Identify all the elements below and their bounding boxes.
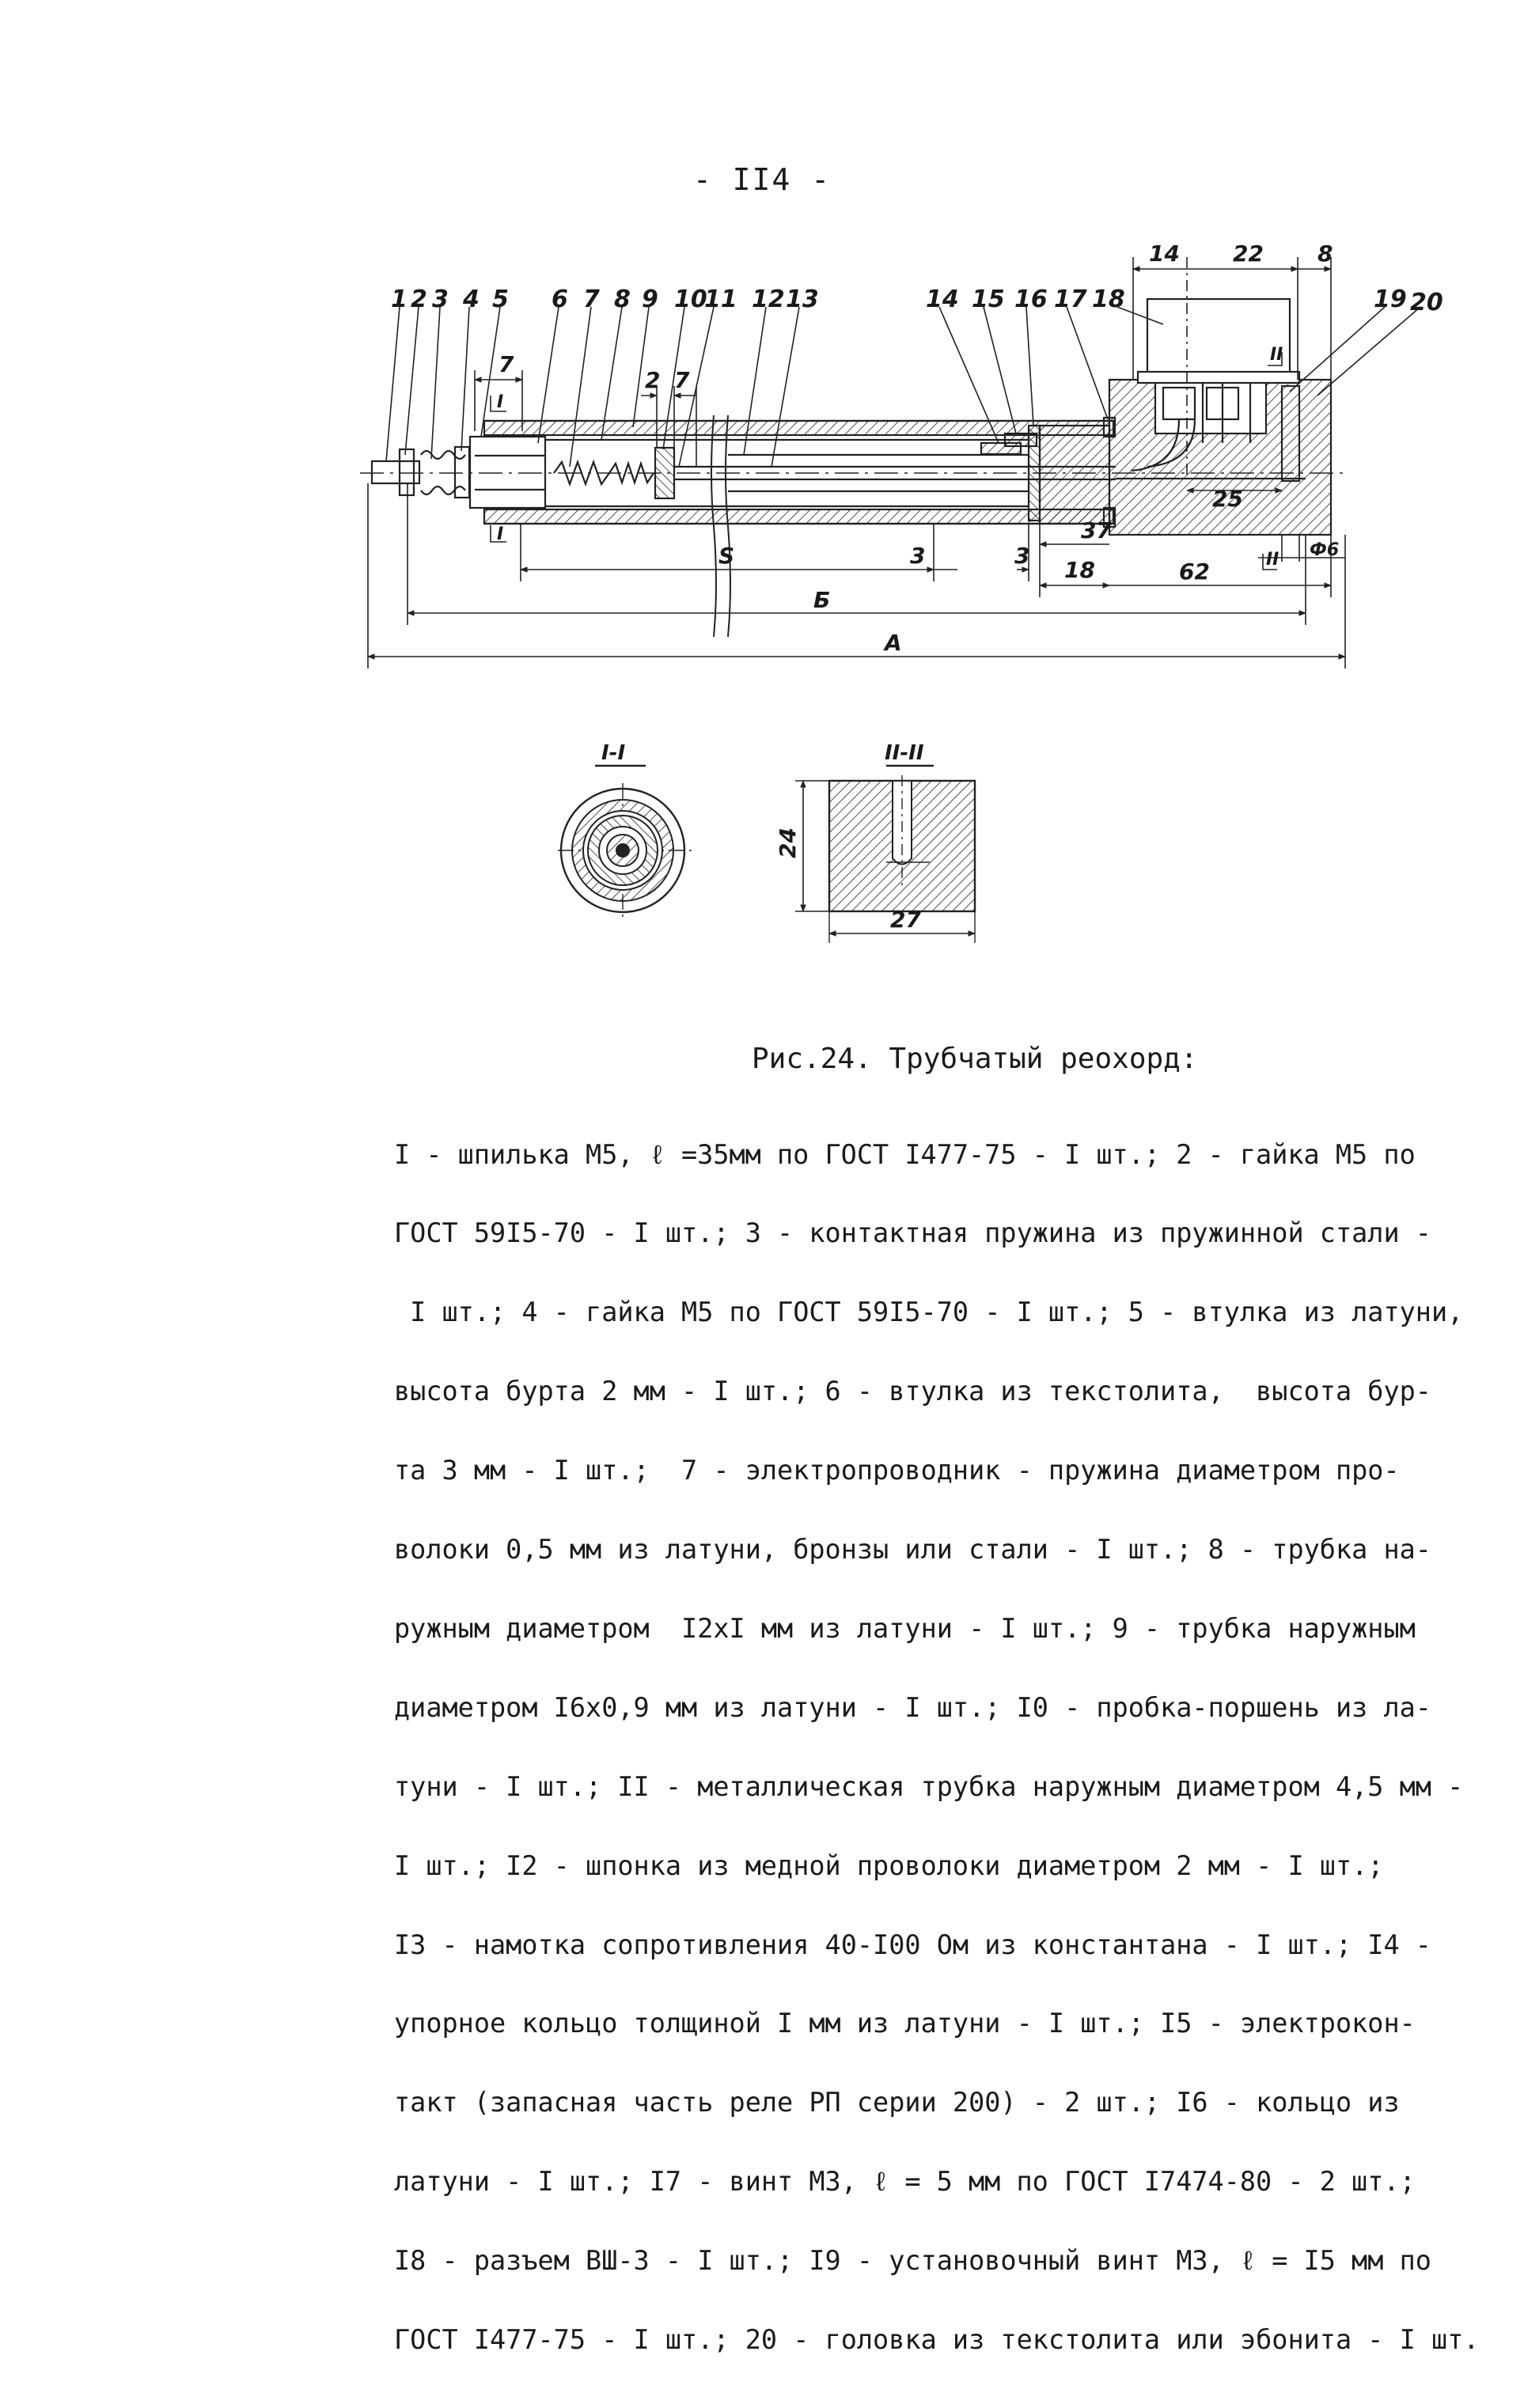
section-II-title: II-II bbox=[885, 741, 924, 765]
dim-B: Б bbox=[813, 587, 831, 613]
legend-line: диаметром I6x0,9 мм из латуни - I шт.; I0 - пробка-поршень из ла- bbox=[394, 1691, 1431, 1723]
legend-line: ГОСТ I477-75 - I шт.; 20 - головка из текстолита или эбонита - I шт. bbox=[394, 2323, 1480, 2355]
dim-7-left: 7 bbox=[499, 351, 514, 377]
parts-legend bbox=[394, 1089, 1480, 2406]
legend-line: высота бурта 2 мм - I шт.; 6 - втулка из текстолита, высота бур- bbox=[394, 1376, 1431, 1407]
part-label-15: 15 bbox=[972, 286, 1005, 313]
figure-caption: Рис.24. Трубчатый реохорд: bbox=[752, 1043, 1198, 1075]
legend-line: латуни - I шт.; I7 - винт М3, ℓ = 5 мм по ГОСТ I7474-80 - 2 шт.; bbox=[394, 2166, 1416, 2198]
technical-drawing bbox=[0, 0, 1524, 1028]
section-mark-I-top: I bbox=[497, 392, 504, 412]
part-label-19: 19 bbox=[1374, 286, 1407, 313]
part-label-7: 7 bbox=[583, 286, 600, 313]
legend-line: I шт.; I2 - шпонка из медной проволоки диаметром 2 мм - I шт.; bbox=[394, 1850, 1384, 1881]
legend-line: волоки 0,5 мм из латуни, бронзы или стали - I шт.; 8 - трубка на- bbox=[394, 1534, 1431, 1566]
section-mark-II-top: II bbox=[1270, 345, 1283, 365]
legend-line: туни - I шт.; II - металлическая трубка наружным диаметром 4,5 мм - bbox=[394, 1770, 1464, 1802]
legend-line: ГОСТ 59I5-70 - I шт.; 3 - контактная пружина из пружинной стали - bbox=[394, 1217, 1431, 1249]
part-label-11: 11 bbox=[704, 286, 737, 313]
part-label-9: 9 bbox=[642, 286, 658, 313]
dim-27: 27 bbox=[890, 907, 921, 933]
part-label-16: 16 bbox=[1014, 286, 1048, 313]
dim-8: 8 bbox=[1317, 240, 1333, 267]
main-assembly-view bbox=[360, 299, 1345, 637]
dim-37: 37 bbox=[1081, 517, 1112, 543]
part-label-20: 20 bbox=[1410, 289, 1443, 316]
legend-line: та 3 мм - I шт.; 7 - электропроводник - пружина диаметром про- bbox=[394, 1455, 1400, 1486]
part-label-18: 18 bbox=[1092, 286, 1125, 313]
dim-3b: 3 bbox=[1014, 543, 1030, 569]
section-I-view bbox=[558, 741, 696, 918]
part-label-12: 12 bbox=[752, 286, 785, 313]
dim-62: 62 bbox=[1179, 558, 1210, 585]
dim-14: 14 bbox=[1149, 240, 1180, 267]
dim-22: 22 bbox=[1233, 240, 1264, 267]
dim-2: 2 bbox=[645, 367, 661, 393]
part-label-4: 4 bbox=[463, 286, 480, 313]
dim-3a: 3 bbox=[910, 543, 926, 569]
legend-line: ружным диаметром I2xI мм из латуни - I шт.; 9 - трубка наружным bbox=[394, 1612, 1416, 1644]
section-mark-II-bottom: II bbox=[1266, 550, 1279, 570]
legend-line: I шт.; 4 - гайка М5 по ГОСТ 59I5-70 - I шт.; 5 - втулка из латуни, bbox=[394, 1297, 1464, 1328]
legend-line: I - шпилька М5, ℓ =35мм по ГОСТ I477-75 - I шт.; 2 - гайка М5 по bbox=[394, 1138, 1416, 1170]
part-label-17: 17 bbox=[1054, 286, 1087, 313]
section-II-view bbox=[775, 741, 975, 943]
dim-phi6: Ф6 bbox=[1310, 540, 1340, 560]
page-number: - II4 - bbox=[692, 162, 832, 197]
legend-line: упорное кольцо толщиной I мм из латуни - I шт.; I5 - электрокон- bbox=[394, 2008, 1416, 2039]
legend-line: такт (запасная часть реле РП серии 200) - 2 шт.; I6 - кольцо из bbox=[394, 2087, 1400, 2118]
dim-24: 24 bbox=[775, 827, 801, 858]
part-label-2: 2 bbox=[411, 286, 427, 313]
dim-18: 18 bbox=[1064, 557, 1095, 583]
section-mark-I-bottom: I bbox=[497, 524, 504, 544]
legend-line: I3 - намотка сопротивления 40-I00 Ом из константана - I шт.; I4 - bbox=[394, 1929, 1431, 1960]
part-label-3: 3 bbox=[432, 286, 449, 313]
dim-25: 25 bbox=[1212, 486, 1243, 512]
dim-S: S bbox=[718, 543, 735, 569]
part-label-8: 8 bbox=[614, 286, 631, 313]
legend-line: I8 - разъем ВШ-3 - I шт.; I9 - установочный винт М3, ℓ = I5 мм по bbox=[394, 2245, 1431, 2277]
part-label-1: 1 bbox=[391, 286, 408, 313]
part-label-5: 5 bbox=[492, 286, 509, 313]
dim-7-piston: 7 bbox=[674, 367, 690, 393]
part-label-13: 13 bbox=[786, 286, 819, 313]
part-label-6: 6 bbox=[552, 286, 568, 313]
dim-A: А bbox=[885, 630, 902, 656]
part-label-14: 14 bbox=[926, 286, 959, 313]
part-label-10: 10 bbox=[674, 286, 707, 313]
section-I-title: I-I bbox=[601, 741, 626, 765]
